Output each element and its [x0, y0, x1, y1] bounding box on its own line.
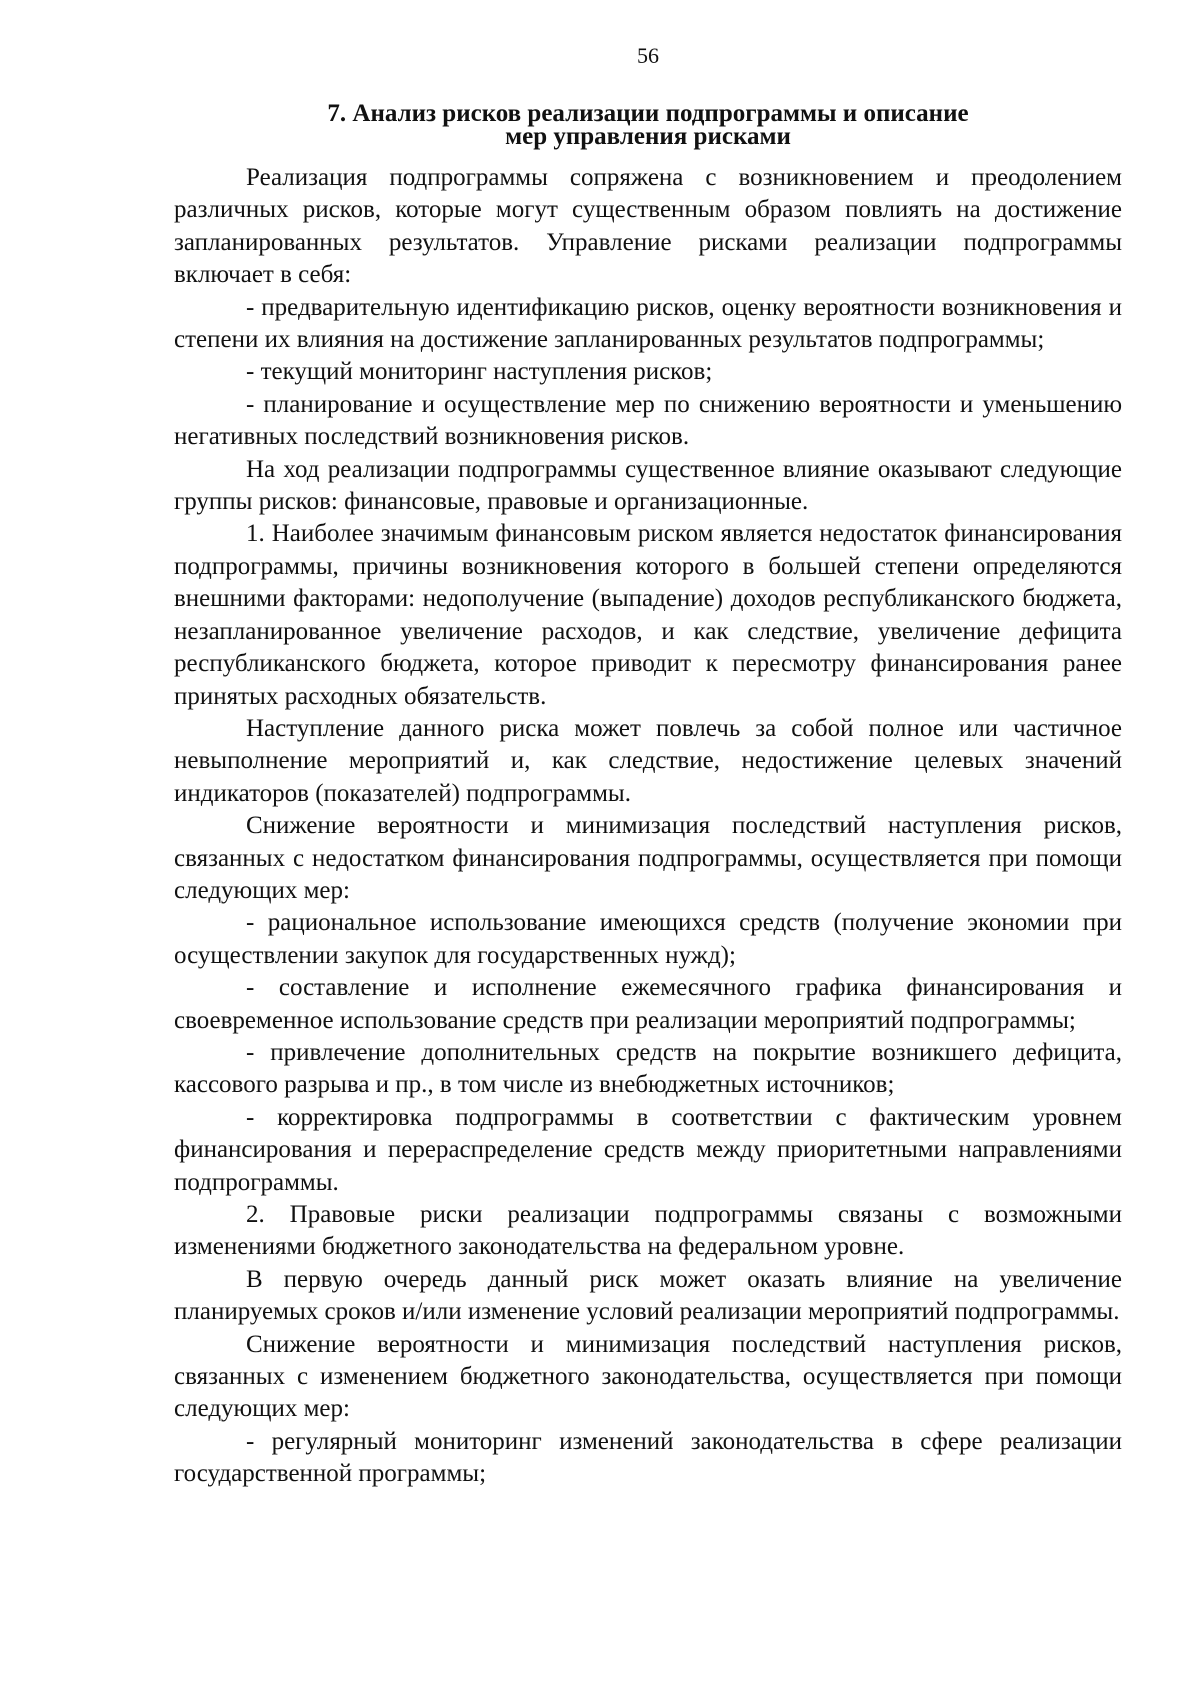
paragraph: Снижение вероятности и минимизация последствий наступления рисков, связанных с недостатком финансирования подпрограммы, осуществляется при помощи следующих мер: — [174, 812, 1122, 904]
paragraph: 1. Наиболее значимым финансовым риском является недостаток финансирования подпрограммы, причины возникновения которого в большей степени определяются внешними факторами: недополучение (выпадение) доходов республиканского бюджета, незапланированное увеличение расходов, и как следствие, увеличение дефицита республиканского бюджета, которое приводит к пересмотру финансирования ранее принятых расходных обязательств. — [174, 520, 1122, 710]
paragraph: В первую очередь данный риск может оказать влияние на увеличение планируемых сроков и/или изменение условий реализации мероприятий подпрограммы. — [174, 1265, 1122, 1326]
list-item: - рациональное использование имеющихся средств (получение экономии при осуществлении закупок для государственных нужд); — [174, 909, 1122, 969]
list-item: - планирование и осуществление мер по снижению вероятности и уменьшению негативных последствий возникновения рисков. — [174, 390, 1122, 451]
section-heading — [174, 102, 1122, 148]
paragraph: Снижение вероятности и минимизация последствий наступления рисков, связанных с изменением бюджетного законодательства, осуществляется при помощи следующих мер: — [174, 1330, 1122, 1423]
page-number: 56 — [637, 43, 659, 68]
list-item: - составление и исполнение ежемесячного графика финансирования и своевременное использование средств при реализации мероприятий подпрограммы; — [174, 974, 1122, 1034]
list-item: - корректировка подпрограммы в соответствии с фактическим уровнем финансирования и перераспределение средств между приоритетными направлениями подпрограммы. — [174, 1103, 1122, 1196]
document-page — [174, 40, 1122, 1491]
section-heading-line-1: 7. Анализ рисков реализации подпрограммы и описание — [327, 100, 969, 127]
list-item: - текущий мониторинг наступления рисков; — [246, 358, 713, 386]
document-body — [174, 162, 1122, 1491]
paragraph: Реализация подпрограммы сопряжена с возникновением и преодолением различных рисков, которые могут существенным образом повлиять на достижение запланированных результатов. Управление рисками реализации подпрограммы включает в себя: — [174, 164, 1122, 289]
paragraph: На ход реализации подпрограммы существенное влияние оказывают следующие группы рисков: финансовые, правовые и организационные. — [174, 455, 1122, 516]
list-item: - регулярный мониторинг изменений законодательства в сфере реализации государственной программы; — [174, 1427, 1122, 1488]
paragraph: 2. Правовые риски реализации подпрограммы связаны с возможными изменениями бюджетного законодательства на федеральном уровне. — [174, 1201, 1122, 1261]
list-item: - привлечение дополнительных средств на покрытие возникшего дефицита, кассового разрыва и пр., в том числе из внебюджетных источников; — [174, 1038, 1122, 1099]
paragraph: Наступление данного риска может повлечь за собой полное или частичное невыполнение мероприятий и, как следствие, недостижение целевых значений индикаторов (показателей) подпрограммы. — [174, 714, 1122, 807]
section-heading-line-2: мер управления рисками — [505, 123, 791, 150]
list-item: - предварительную идентификацию рисков, оценку вероятности возникновения и степени их влияния на достижение запланированных результатов подпрограммы; — [174, 293, 1122, 354]
